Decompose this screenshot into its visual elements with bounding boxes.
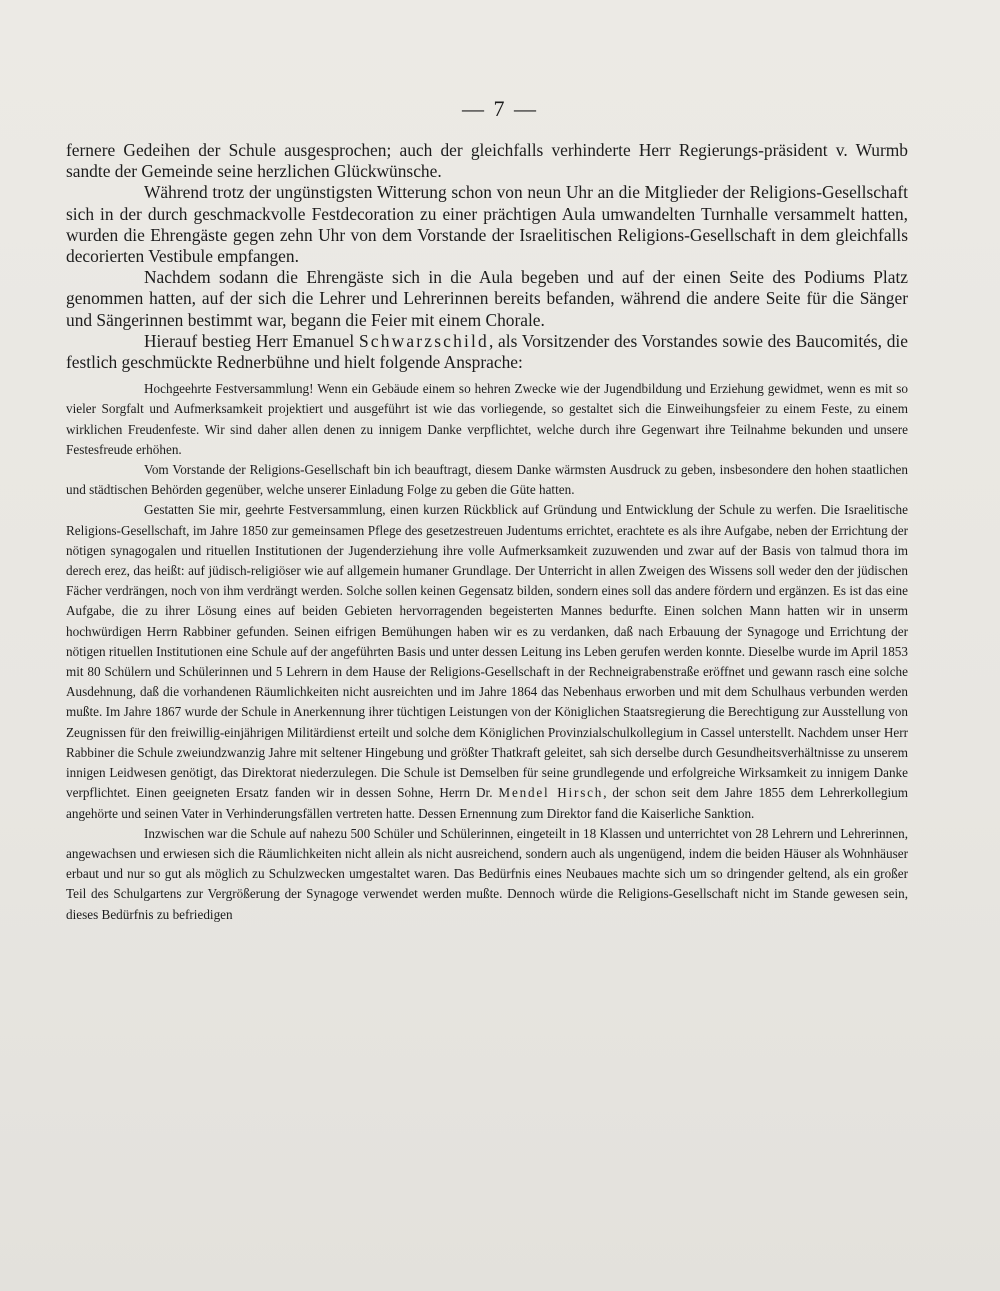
page-number: — 7 — [462, 96, 538, 121]
text-run: , der schon seit dem Jahre 1855 dem Lehrerkollegium angehörte und seinen Vater in Verhinderungsfällen vertreten hatte. Dessen Ernennung zum Direktor fand die Kaiserliche Sanktion. [66, 785, 908, 821]
text-run: Hierauf bestieg Herr Emanuel [144, 330, 359, 351]
text-run: Gestatten Sie mir, geehrte Festversammlung, einen kurzen Rückblick auf Gründung und Entwicklung der Schule zu werfen. Die Israelitische Religions-Gesellschaft, im Jahre 1850 zur gemeinsamen Pflege des gesetzestreuen Judentums errichtet, erachtete es als ihre Aufgabe, neben der Errichtung der nötigen synagogalen und rituellen Institutionen der Jugenderziehung ihre volle Aufmerksamkeit zuzuwenden und zwar auf der Basis von talmud thora im derech erez, das heißt: auf jüdisch-religiöser wie auf allgemein humaner Grundlage. Der Unterricht in allen Zweigen des Wissens soll weder den der jüdischen Fächer verdrängen, noch von ihm verdrängt werden. Solche sollen keinen Gegensatz bilden, sondern eines soll das andere fördern und ergänzen. Es ist das eine Aufgabe, die zu ihrer Lösung eines auf beiden Gebieten hervorragenden begeisterten Mannes bedurfte. Einen solchen Mann hatten wir in unserm hochwürdigen Herrn Rabbiner gefunden. Seinen eifrigen Bemühungen haben wir es zu verdanken, daß nach Erbauung der Synagoge und Errichtung der nötigen rituellen Institutionen eine Schule auf der angeführten Basis und unter dessen Leitung ins Leben gerufen werden konnte. Dieselbe wurde im April 1853 mit 80 Schülern und Schülerinnen und 5 Lehrern in dem Hause der Religions-Gesellschaft in der Rechneigrabenstraße eröffnet und gewann rasch eine solche Ausdehnung, daß die vorhandenen Räumlichkeiten nicht ausreichten und im Jahre 1864 das Nebenhaus erworben und mit dem Schulhaus verbunden werden mußte. Im Jahre 1867 wurde der Schule in Anerkennung ihrer tüchtigen Leistungen von der Königlichen Staatsregierung die Berechtigung zur Ausstellung von Zeugnissen für den freiwillig-einjährigen Militärdienst erteilt und solche dem Königlichen Provinzialschulkollegium in Cassel unterstellt. Nachdem unser Herr Rabbiner die Schule zweiundzwanzig Jahre mit seltener Hingebung und größter Thatkraft geleitet, sah sich derselbe durch Gesundheitsverhältnisse zu unserem innigen Leidwesen genötigt, das Direktorat niederzulegen. Die Schule ist Demselben für seine grundlegende und erfolgreiche Wirksamkeit zu innigem Danke verpflichtet. Einen geeigneten Ersatz fanden wir in dessen Sohne, Herrn Dr. [66, 502, 908, 801]
speech-paragraph: Vom Vorstande der Religions-Gesellschaft bin ich beauftragt, diesem Danke wärmsten Ausdruck zu geben, insbesondere den hohen staatlichen und städtischen Behörden gegenüber, welche unserer Einladung Folge zu geben die Güte hatten. [66, 462, 908, 498]
body-text [66, 140, 908, 925]
speech-paragraph: Hochgeehrte Festversammlung! Wenn ein Gebäude einem so hehren Zwecke wie der Jugendbildung und Erziehung gewidmet, wenn es mit so vieler Sorgfalt und Aufmerksamkeit projektiert und ausgeführt ist wie das vorliegende, so gestaltet sich die Einweihungsfeier zu einem Feste, zu einem wirklichen Freudenfeste. Wir sind daher allen denen zu innigem Danke verpflichtet, welche durch ihre Gegenwart ihre Teilnahme bekunden und unsere Festesfreude erhöhen. [66, 381, 908, 457]
speech-section [66, 379, 908, 924]
speech-paragraph: Inzwischen war die Schule auf nahezu 500 Schüler und Schülerinnen, eingeteilt in 18 Klassen und unterrichtet von 28 Lehrern und Lehrerinnen, angewachsen und erwiesen sich die Räumlichkeiten nicht allein als nicht ausreichend, sondern auch als ungenügend, indem die beiden Häuser als Wohnhäuser erbaut und nur so gut als möglich zu Schulzwecken umgestaltet waren. Das Bedürfnis eines Neubaues machte sich um so dringender geltend, als ein großer Teil des Schulgartens zur Vergrößerung der Synagoge verwendet werden mußte. Dennoch würde die Religions-Gesellschaft nicht im Stande gewesen sein, dieses Bedürfnis zu befriedigen [66, 825, 908, 922]
paragraph: fernere Gedeihen der Schule ausgesprochen; auch der gleichfalls verhinderte Herr Regierungs-präsident v. Wurmb sandte der Gemeinde seine herzlichen Glückwünsche. [66, 140, 908, 182]
speaker-name: Schwarzschild [358, 330, 489, 351]
paragraph [66, 331, 908, 373]
speech-paragraph [66, 500, 908, 823]
paragraph: Nachdem sodann die Ehrengäste sich in die Aula begeben und auf der einen Seite des Podiums Platz genommen hatten, auf der sich die Lehrer und Lehrerinnen bereits befanden, während die andere Seite für die Sänger und Sängerinnen bestimmt war, begann die Feier mit einem Chorale. [66, 267, 908, 330]
narrative-section [66, 140, 908, 373]
text-run: , als Vorsitzender des Vorstandes sowie des Baucomités, die festlich geschmückte Rednerbühne und hielt folgende Ansprache: [66, 330, 908, 373]
paragraph: Während trotz der ungünstigsten Witterung schon von neun Uhr an die Mitglieder der Religions-Gesellschaft sich in der durch geschmackvolle Festdecoration zu einer prächtigen Aula umwandelten Turnhalle versammelt hatten, wurden die Ehrengäste gegen zehn Uhr von dem Vorstande der Israelitischen Religions-Gesellschaft in dem gleichfalls decorierten Vestibule empfangen. [66, 182, 908, 267]
person-name: Mendel Hirsch [498, 785, 604, 801]
